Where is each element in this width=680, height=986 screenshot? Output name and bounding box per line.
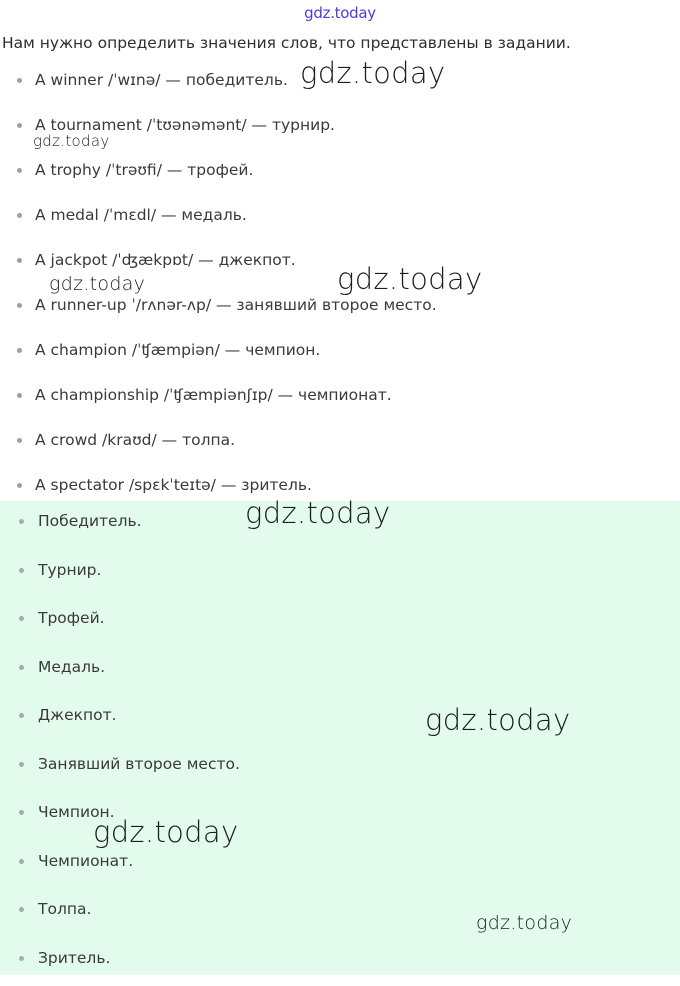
- watermark: gdz.today: [425, 703, 570, 737]
- list-item: [0, 194, 680, 239]
- list-item: [0, 938, 680, 986]
- list-item-text: Зритель.: [38, 949, 110, 967]
- bullet-icon: [19, 713, 24, 718]
- list-item-text: Занявший второе место.: [38, 755, 240, 773]
- answers-list: [0, 501, 680, 986]
- bullet-icon: [19, 616, 24, 621]
- list-item-text: A runner-up ˈ/rʌnər-ʌp/ — занявший второе место.: [35, 296, 437, 314]
- bullet-icon: [17, 393, 22, 398]
- list-item-text: A spectator /spɛkˈteɪtə/ — зритель.: [35, 476, 312, 494]
- bullet-icon: [17, 438, 22, 443]
- bullet-icon: [17, 213, 22, 218]
- watermark: gdz.today: [337, 262, 482, 296]
- bullet-icon: [17, 168, 22, 173]
- watermark: gdz.today: [93, 815, 238, 849]
- bullet-icon: [19, 762, 24, 767]
- list-item-text: A champion /ˈʧæmpiən/ — чемпион.: [35, 341, 320, 359]
- bullet-icon: [19, 519, 24, 524]
- watermark: gdz.today: [33, 132, 110, 150]
- bullet-icon: [17, 78, 22, 83]
- bullet-icon: [19, 859, 24, 864]
- list-item: [0, 647, 680, 696]
- list-item: [0, 695, 680, 744]
- watermark: gdz.today: [476, 912, 572, 934]
- list-item-text: Медаль.: [38, 658, 105, 676]
- bullet-icon: [19, 665, 24, 670]
- bullet-icon: [17, 123, 22, 128]
- list-item: [0, 550, 680, 599]
- list-item-text: A championship /ˈʧæmpiənʃɪp/ — чемпионат.: [35, 386, 392, 404]
- list-item: [0, 329, 680, 374]
- list-item-text: A jackpot /ˈʤækpɒt/ — джекпот.: [35, 251, 296, 269]
- list-item-text: Победитель.: [38, 512, 142, 530]
- list-item-text: A tournament /ˈtʊənəmənt/ — турнир.: [35, 116, 335, 134]
- list-item-text: Джекпот.: [38, 706, 117, 724]
- watermark: gdz.today: [245, 496, 390, 530]
- bullet-icon: [17, 483, 22, 488]
- list-item: [0, 744, 680, 793]
- list-item-text: Турнир.: [38, 561, 101, 579]
- list-item-text: Чемпион.: [38, 803, 115, 821]
- bullet-icon: [17, 348, 22, 353]
- list-item-text: A winner /ˈwɪnə/ — победитель.: [35, 71, 288, 89]
- bullet-icon: [17, 303, 22, 308]
- bullet-icon: [19, 810, 24, 815]
- list-item: [0, 419, 680, 464]
- list-item: [0, 374, 680, 419]
- bullet-icon: [19, 568, 24, 573]
- list-item: [0, 149, 680, 194]
- watermark: gdz.today: [300, 56, 445, 90]
- answers-panel: [0, 501, 680, 975]
- list-item-text: Чемпионат.: [38, 852, 133, 870]
- list-item: [0, 889, 680, 938]
- task-intro: Нам нужно определить значения слов, что представлены в задании.: [2, 34, 571, 52]
- watermark: gdz.today: [49, 273, 145, 295]
- list-item: [0, 598, 680, 647]
- site-logo[interactable]: gdz.today: [0, 4, 680, 22]
- list-item-text: A crowd /kraʊd/ — толпа.: [35, 431, 235, 449]
- list-item-text: Толпа.: [38, 900, 91, 918]
- bullet-icon: [19, 956, 24, 961]
- bullet-icon: [17, 258, 22, 263]
- bullet-icon: [19, 907, 24, 912]
- list-item-text: Трофей.: [38, 609, 105, 627]
- list-item-text: A medal /ˈmɛdl/ — медаль.: [35, 206, 247, 224]
- list-item-text: A trophy /ˈtrəʊfi/ — трофей.: [35, 161, 253, 179]
